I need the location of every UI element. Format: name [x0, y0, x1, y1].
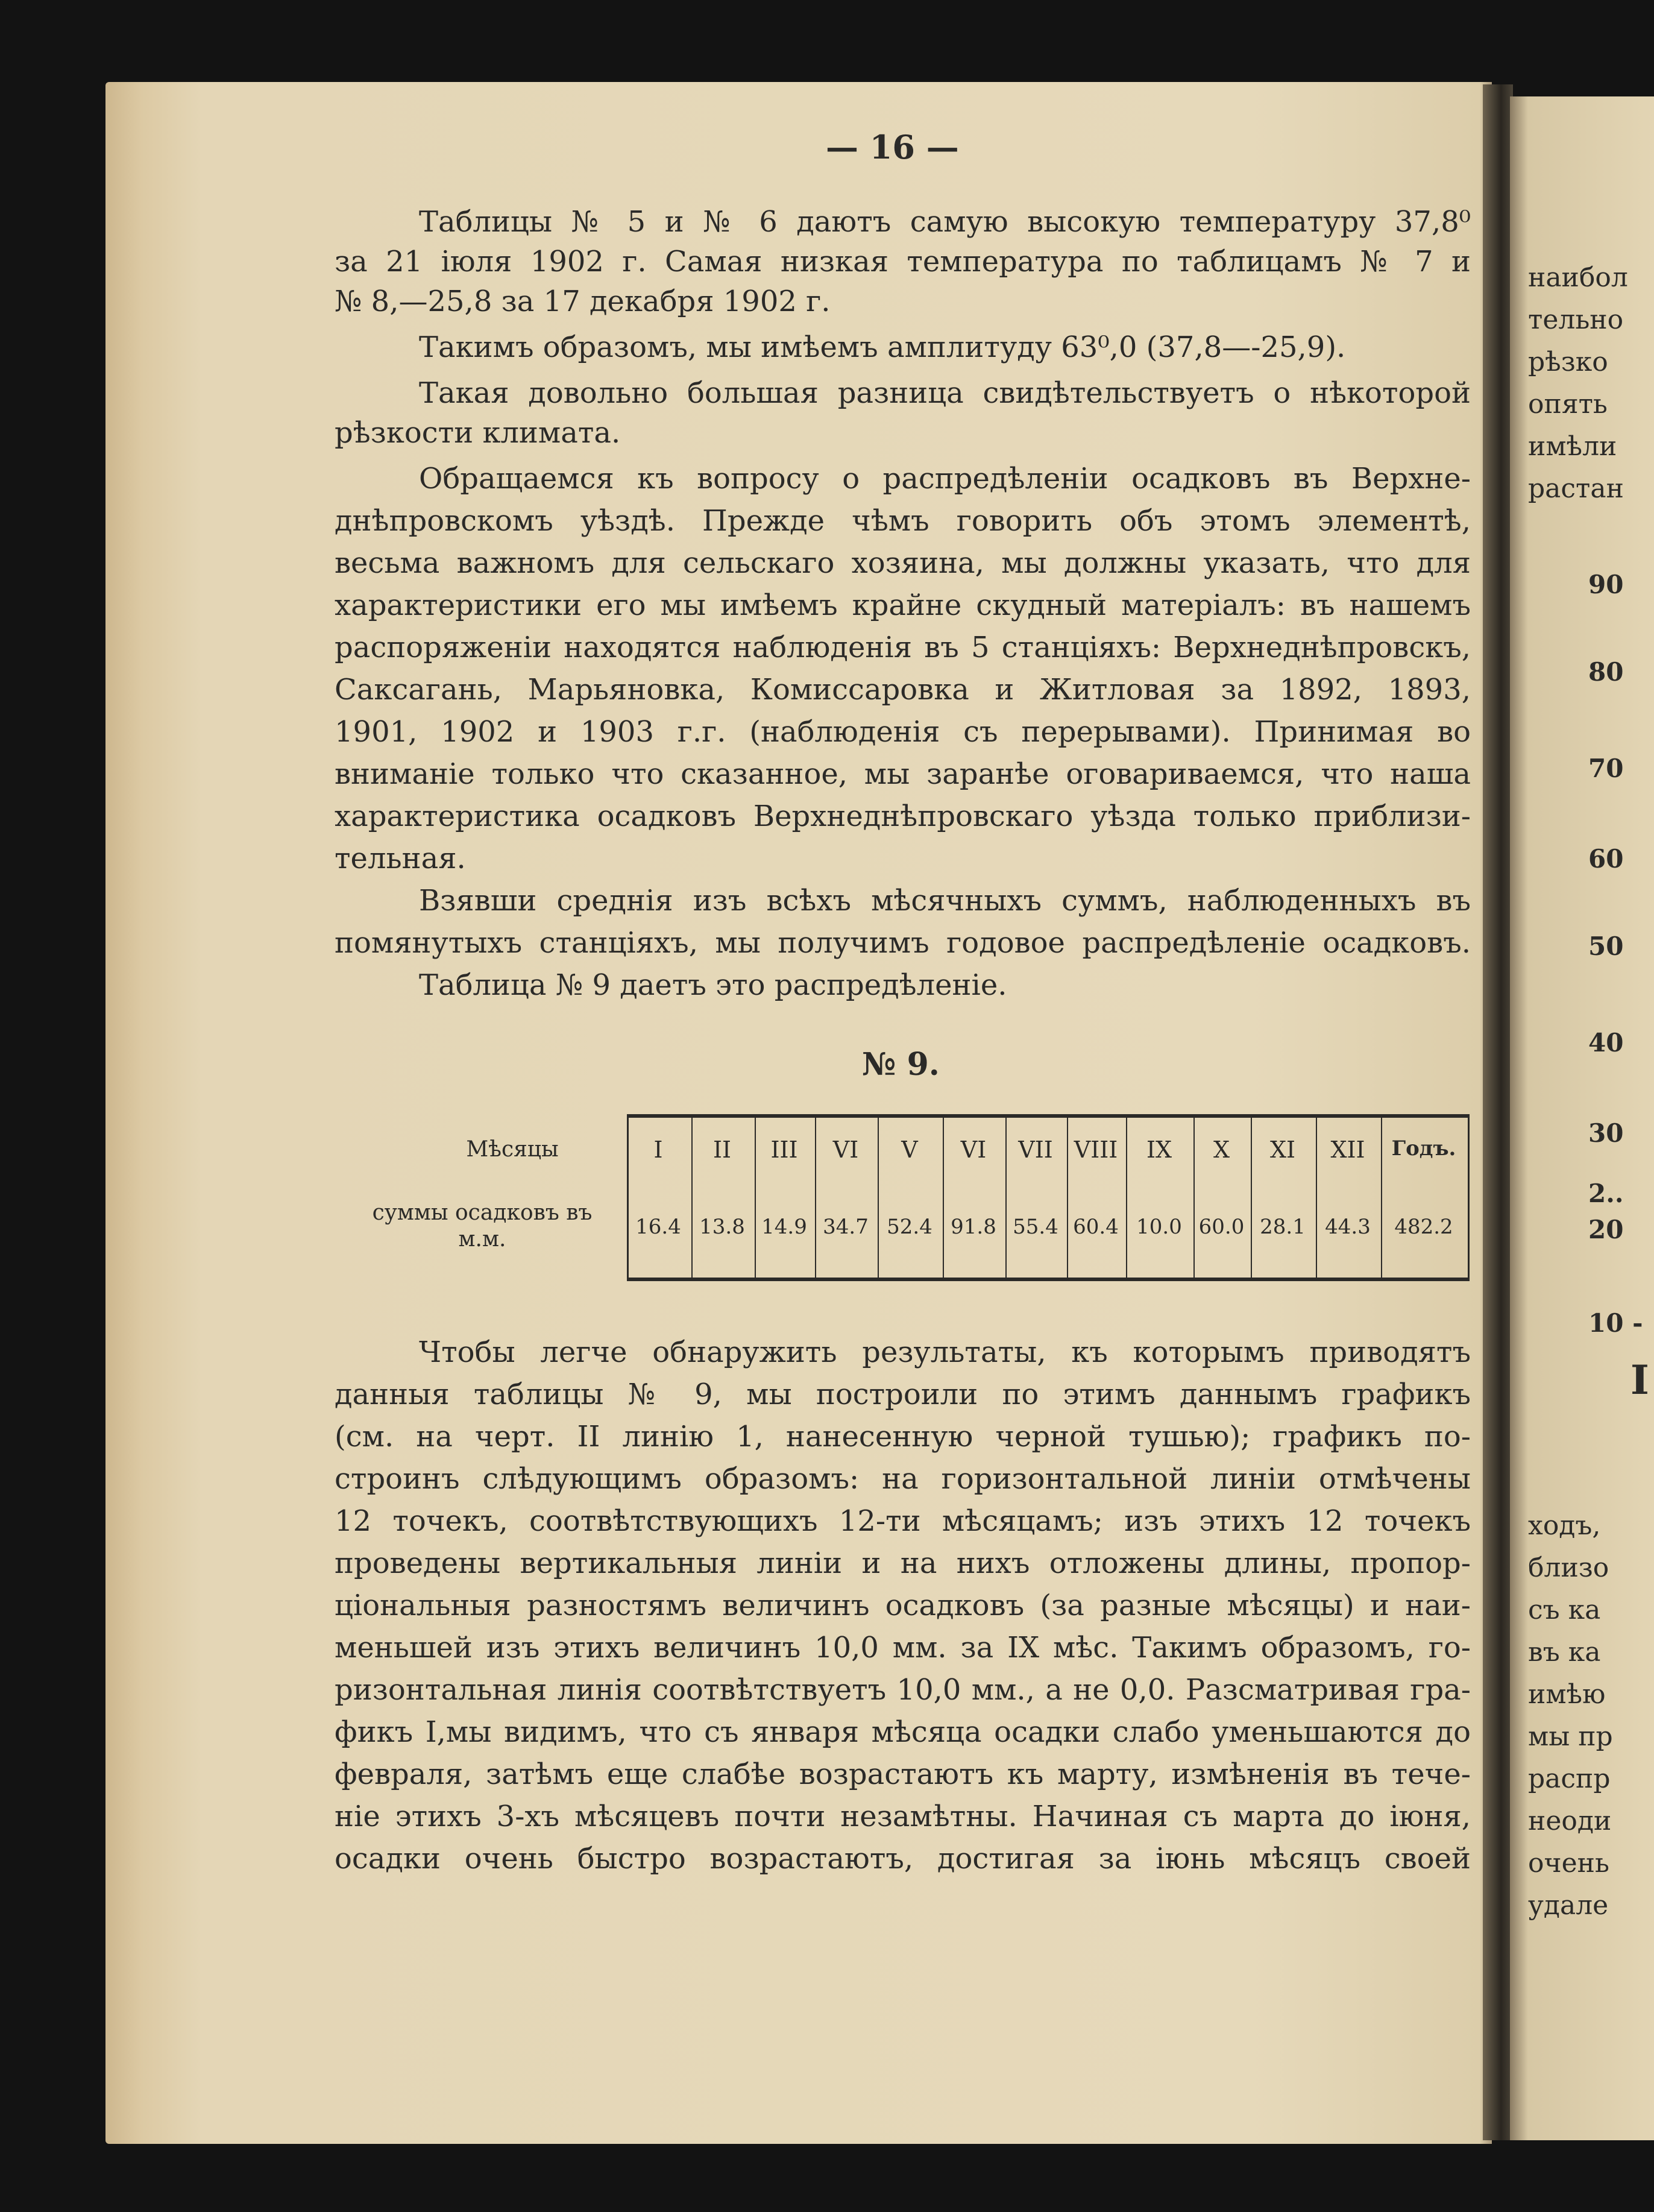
right-page-fragment: рѣзко — [1528, 347, 1608, 377]
text-line: Чтобы легче обнаружить результаты, къ которымъ приводятъ — [419, 1335, 1471, 1369]
axis-label: 90 — [1588, 570, 1624, 599]
text-line: Саксагань, Марьяновка, Комиссаровка и Житловая за 1892, 1893, — [335, 673, 1471, 707]
right-page-fragment: распр — [1528, 1763, 1611, 1794]
right-page-fragment: очень — [1528, 1848, 1609, 1879]
text-line: данныя таблицы № 9, мы построили по этимъ даннымъ графикъ — [335, 1378, 1471, 1411]
axis-label: 2.. — [1588, 1179, 1624, 1208]
book-spine — [1483, 84, 1513, 2140]
right-page-fragment: неоди — [1528, 1806, 1612, 1836]
text-line: проведены вертикальныя линіи и на нихъ отложены длины, пропор- — [335, 1546, 1471, 1580]
right-page-fragment: въ ка — [1528, 1637, 1601, 1668]
table-header-cell: Годъ. — [1391, 1136, 1456, 1161]
table-cell: 60.0 — [1198, 1215, 1245, 1239]
right-page-fragment: близо — [1528, 1552, 1609, 1583]
text-line: строинъ слѣдующимъ образомъ: на горизонтальной линіи отмѣчены — [335, 1462, 1471, 1496]
right-page-fragment: имѣли — [1528, 431, 1617, 462]
table-cell: 14.9 — [761, 1215, 807, 1239]
right-page-fragment: мы пр — [1528, 1721, 1613, 1752]
text-line: ніе этихъ 3-хъ мѣсяцевъ почти незамѣтны. Начиная съ марта до іюня, — [335, 1800, 1471, 1833]
text-line: вниманіе только что сказанное, мы заранѣе оговариваемся, что наша — [335, 757, 1471, 791]
text-line: Взявши среднія изъ всѣхъ мѣсячныхъ суммъ, наблюденныхъ въ — [419, 884, 1471, 918]
text-line: № 8,—25,8 за 17 декабря 1902 г. — [335, 285, 831, 318]
chart-mark: I — [1630, 1357, 1649, 1404]
text-line: (см. на черт. II линію 1, нанесенную черной тушью); графикъ по- — [335, 1420, 1471, 1454]
text-line: февраля, затѣмъ еще слабѣе возрастаютъ къ марту, измѣненія въ тече- — [335, 1757, 1471, 1791]
axis-label: 70 — [1588, 754, 1624, 783]
axis-label: 10 - — [1588, 1308, 1643, 1338]
table-cell: 55.4 — [1013, 1215, 1058, 1239]
axis-label: 60 — [1588, 844, 1624, 874]
page-number: — 16 — — [826, 128, 959, 166]
table-header-cell: VI — [960, 1136, 987, 1163]
axis-label: 80 — [1588, 657, 1624, 687]
text-line: осадки очень быстро возрастаютъ, достигая за іюнь мѣсяцъ своей — [335, 1842, 1471, 1876]
text-line: помянутыхъ станціяхъ, мы получимъ годовое распредѣленіе осадковъ. — [335, 926, 1471, 960]
table-header-cell: VIII — [1074, 1136, 1118, 1163]
text-line: 1901, 1902 и 1903 г.г. (наблюденія съ перерывами). Принимая во — [335, 715, 1471, 749]
table-cell: 52.4 — [887, 1215, 932, 1239]
text-line: Такимъ образомъ, мы имѣемъ амплитуду 63⁰,0 (37,8—-25,9). — [419, 330, 1346, 364]
text-line: днѣпровскомъ уѣздѣ. Прежде чѣмъ говорить объ этомъ элементѣ, — [335, 504, 1471, 538]
table-header-cell: III — [770, 1136, 798, 1163]
right-page-fragment: опять — [1528, 389, 1608, 420]
right-page-fragment: имѣю — [1528, 1679, 1606, 1710]
table-cell: 60.4 — [1073, 1215, 1119, 1239]
table-row-label: Мѣсяцы — [466, 1137, 559, 1162]
text-line: рѣзкости климата. — [335, 416, 621, 450]
table-cell: 44.3 — [1325, 1215, 1371, 1239]
text-line: характеристика осадковъ Верхнеднѣпровскаго уѣзда только приблизи- — [335, 799, 1471, 833]
right-page-fragment: ходъ, — [1528, 1510, 1601, 1541]
table-header-cell: VII — [1018, 1136, 1053, 1163]
table-header-cell: VI — [832, 1136, 859, 1163]
axis-label: 30 — [1588, 1118, 1624, 1148]
table-cell: 10.0 — [1136, 1215, 1182, 1239]
text-line: меньшей изъ этихъ величинъ 10,0 мм. за IX мѣс. Такимъ образомъ, го- — [335, 1631, 1471, 1665]
table-cell: 34.7 — [823, 1215, 869, 1239]
table-header-cell: IX — [1146, 1136, 1172, 1163]
text-line: Такая довольно большая разница свидѣтельствуетъ о нѣкоторой — [419, 376, 1471, 410]
table-cell: 482.2 — [1394, 1215, 1453, 1239]
right-page-fragment: съ ка — [1528, 1595, 1601, 1625]
right-page-fragment: растан — [1528, 473, 1624, 504]
text-line: 12 точекъ, соотвѣтствующихъ 12-ти мѣсяцамъ; изъ этихъ 12 точекъ — [335, 1504, 1471, 1538]
right-page-fragment: тельно — [1528, 304, 1624, 335]
table-header-cell: V — [901, 1136, 918, 1163]
table-row-label: суммы осадковъ въ м.м. — [372, 1200, 593, 1252]
table-cell: 16.4 — [635, 1215, 681, 1239]
axis-label: 40 — [1588, 1028, 1624, 1057]
table-title: № 9. — [862, 1046, 940, 1083]
table-cell: 28.1 — [1260, 1215, 1306, 1239]
table-header-cell: II — [712, 1136, 732, 1163]
axis-label: 50 — [1588, 931, 1624, 961]
right-page-fragment: удале — [1528, 1890, 1609, 1921]
table-cell: 91.8 — [951, 1215, 996, 1239]
right-page-fragment: наибол — [1528, 262, 1628, 293]
table-header-cell: XII — [1330, 1136, 1365, 1163]
text-line: характеристики его мы имѣемъ крайне скудный матеріалъ: въ нашемъ — [335, 588, 1471, 622]
text-line: Таблица № 9 даетъ это распредѣленіе. — [419, 968, 1007, 1002]
text-line: ризонтальная линія соотвѣтствуетъ 10,0 мм., а не 0,0. Разсматривая гра- — [335, 1673, 1471, 1707]
text-line: за 21 іюля 1902 г. Самая низкая температура по таблицамъ № 7 и — [335, 245, 1471, 279]
text-line: Таблицы № 5 и № 6 даютъ самую высокую температуру 37,8⁰ — [419, 205, 1471, 239]
axis-label: 20 — [1588, 1215, 1624, 1244]
text-line: весьма важномъ для сельскаго хозяина, мы должны указать, что для — [335, 546, 1471, 580]
text-line: ціональныя разностямъ величинъ осадковъ (за разные мѣсяцы) и наи- — [335, 1589, 1471, 1622]
table-header-cell: XI — [1269, 1136, 1296, 1163]
table-header-cell: X — [1213, 1136, 1230, 1163]
text-line: распоряженіи находятся наблюденія въ 5 станціяхъ: Верхнеднѣпровскъ, — [335, 631, 1471, 664]
text-line: фикъ I,мы видимъ, что съ января мѣсяца осадки слабо уменьшаются до — [335, 1715, 1471, 1749]
table-header-cell: I — [653, 1136, 663, 1163]
text-line: Обращаемся къ вопросу о распредѣленіи осадковъ въ Верхне- — [419, 462, 1471, 496]
table-cell: 13.8 — [699, 1215, 745, 1239]
text-line: тельная. — [335, 842, 466, 875]
